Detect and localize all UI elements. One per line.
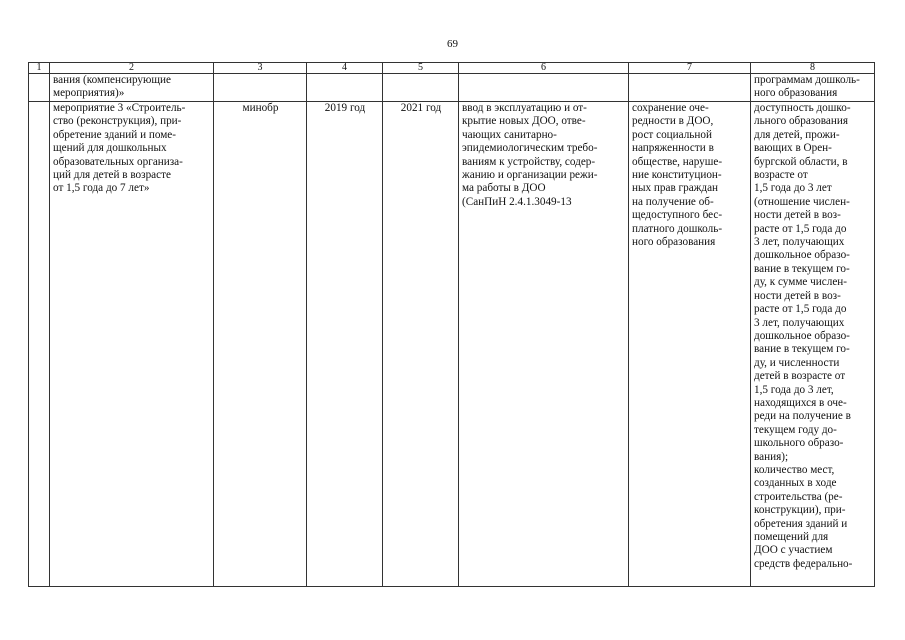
consequences-cell: сохранение оче- редности в ДОО, рост социальной напряженности в обществе, наруше- ние конституцион- ных прав граждан на получение об- щедоступного бес- платного дошколь- ного образования xyxy=(629,102,751,587)
indicators-cell: программам дошколь- ного образования xyxy=(751,74,875,102)
expected-result-cell xyxy=(459,74,629,102)
program-table xyxy=(28,62,875,587)
column-header-4: 4 xyxy=(307,63,383,74)
column-header-2: 2 xyxy=(50,63,214,74)
start-year-cell xyxy=(307,74,383,102)
indicators-cell: доступность дошко- льного образования для детей, прожи- вающих в Орен- бургской области, в возрасте от 1,5 года до 3 лет (отношение числен- ности детей в воз- расте от 1,5 года до 3 лет, получающих дошкольное образо- вание в текущем го- ду, к сумме числен- ности детей в воз- расте от 1,5 года до 3 лет, получающих дошкольное образо- вание в текущем го- ду, и численности детей в возрасте от 1,5 года до 3 лет, находящихся в оче- реди на получение в текущем году до- школьного образо- вания); количество мест, созданных в ходе строительства (ре- конструкции), при- обретения зданий и помещений для ДОО с участием средств федерально- xyxy=(751,102,875,587)
column-header-8: 8 xyxy=(751,63,875,74)
measure-name-cell: вания (компенсирующие мероприятия)» xyxy=(50,74,214,102)
column-header-6: 6 xyxy=(459,63,629,74)
start-year-cell: 2019 год xyxy=(307,102,383,587)
table-row xyxy=(29,102,875,587)
table-row xyxy=(29,74,875,102)
responsible-cell: минобр xyxy=(214,102,307,587)
expected-result-cell: ввод в эксплуатацию и от- крытие новых ДОО, отве- чающих санитарно- эпидемиологическим требо- ваниям к устройству, содер- жанию и организации режи- ма работы в ДОО (СанПиН 2.4.1.3049-13 xyxy=(459,102,629,587)
measure-name-cell: мероприятие 3 «Строитель- ство (реконструкция), при- обретение зданий и поме- щений для дошкольных образовательных организа- ций для детей в возрасте от 1,5 года до 7 лет» xyxy=(50,102,214,587)
row-number-cell xyxy=(29,74,50,102)
column-header-3: 3 xyxy=(214,63,307,74)
responsible-cell xyxy=(214,74,307,102)
column-header-1: 1 xyxy=(29,63,50,74)
end-year-cell xyxy=(383,74,459,102)
header-row xyxy=(29,63,875,74)
row-number-cell xyxy=(29,102,50,587)
page-number: 69 xyxy=(447,38,458,50)
column-header-7: 7 xyxy=(629,63,751,74)
column-header-5: 5 xyxy=(383,63,459,74)
end-year-cell: 2021 год xyxy=(383,102,459,587)
consequences-cell xyxy=(629,74,751,102)
